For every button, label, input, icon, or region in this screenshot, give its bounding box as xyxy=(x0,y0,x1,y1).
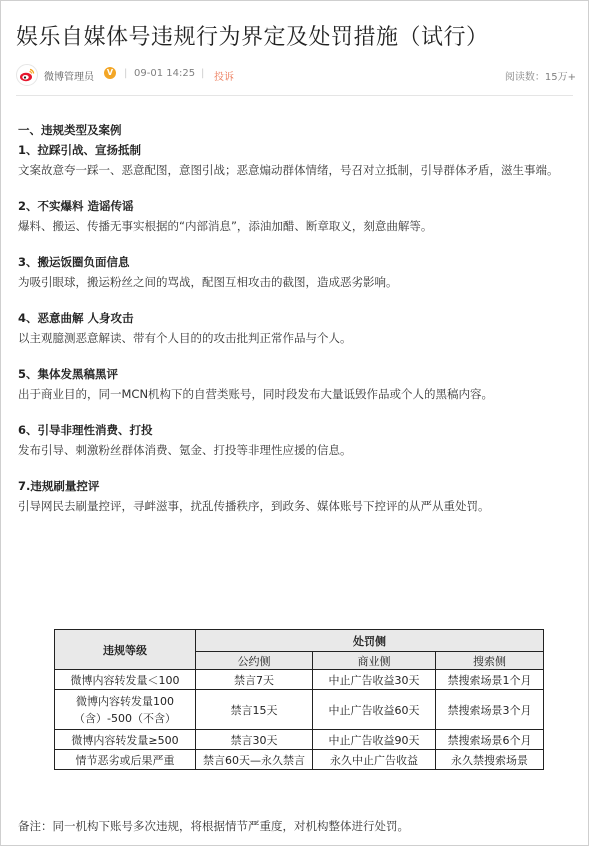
table-cell: 中止广告收益60天 xyxy=(313,690,436,730)
article-title: 娱乐自媒体号违规行为界定及处罚措施（试行） xyxy=(16,25,489,50)
penalty-header: 处罚侧 xyxy=(196,630,544,652)
section-heading: 4、恶意曲解 人身攻击 xyxy=(18,311,134,325)
level-cell: 微博内容转发量≥500 xyxy=(55,730,196,750)
article-meta xyxy=(16,64,576,84)
section-text: 为吸引眼球，搬运粉丝之间的骂战，配图互相攻击的截图，造成恶劣影响。 xyxy=(18,275,398,289)
section-heading: 3、搬运饭圈负面信息 xyxy=(18,255,130,269)
paragraph-gap xyxy=(18,460,574,476)
section-heading: 5、集体发黑稿黑评 xyxy=(18,367,119,381)
table-cell: 中止广告收益90天 xyxy=(313,730,436,750)
section-text: 文案故意夸一踩一、恶意配图，意图引战；恶意煽动群体情绪，号召对立抵制，引导群体矛盾，滋生事端。 xyxy=(18,163,559,177)
level-cell: 微博内容转发量＜100 xyxy=(55,670,196,690)
verified-badge-icon: V xyxy=(104,67,116,79)
sub-header: 搜索侧 xyxy=(436,652,544,670)
section-text: 出于商业目的，同一MCN机构下的自营类账号，同时段发布大量诋毁作品或个人的黑稿内容。 xyxy=(18,387,494,401)
paragraph-gap xyxy=(18,236,574,252)
article-body xyxy=(18,120,574,516)
table-cell: 禁言7天 xyxy=(196,670,313,690)
table-cell: 禁搜索场景6个月 xyxy=(436,730,544,750)
level-header: 违规等级 xyxy=(55,630,196,670)
table-cell: 永久中止广告收益 xyxy=(313,750,436,770)
table-row xyxy=(55,750,544,770)
section-heading: 一、违规类型及案例 xyxy=(18,123,122,137)
table-cell: 禁搜索场景1个月 xyxy=(436,670,544,690)
sub-header: 公约侧 xyxy=(196,652,313,670)
table-row xyxy=(55,730,544,750)
paragraph-gap xyxy=(18,404,574,420)
section-heading: 6、引导非理性消费、打投 xyxy=(18,423,153,437)
paragraph-gap xyxy=(18,180,574,196)
table-cell: 禁言60天—永久禁言 xyxy=(196,750,313,770)
section-heading: 2、不实爆料 造谣传谣 xyxy=(18,199,134,213)
section-text: 爆料、搬运、传播无事实根据的“内部消息”，添油加醋、断章取义，刻意曲解等。 xyxy=(18,219,433,233)
section-heading: 7.违规刷量控评 xyxy=(18,479,100,493)
table-row xyxy=(55,690,544,730)
weibo-logo-icon[interactable] xyxy=(16,64,38,86)
section-text: 发布引导、刺激粉丝群体消费、氪金、打投等非理性应援的信息。 xyxy=(18,443,352,457)
paragraph-gap xyxy=(18,292,574,308)
author-name[interactable]: 微博管理员 xyxy=(44,72,94,83)
section-heading: 1、拉踩引战、宣扬抵制 xyxy=(18,143,142,157)
meta-separator: | xyxy=(124,68,128,79)
meta-separator: | xyxy=(201,68,205,79)
level-cell: 情节恶劣或后果严重 xyxy=(55,750,196,770)
sub-header: 商业侧 xyxy=(313,652,436,670)
divider xyxy=(16,95,573,96)
table-cell: 中止广告收益30天 xyxy=(313,670,436,690)
table-row xyxy=(55,670,544,690)
table-cell: 永久禁搜索场景 xyxy=(436,750,544,770)
section-text: 引导网民去刷量控评，寻衅滋事，扰乱传播秩序，到政务、媒体账号下控评的从严从重处罚。 xyxy=(18,499,490,513)
table-cell: 禁言15天 xyxy=(196,690,313,730)
paragraph-gap xyxy=(18,348,574,364)
penalty-table xyxy=(54,629,544,770)
footnote: 备注：同一机构下账号多次违规，将根据情节严重度，对机构整体进行处罚。 xyxy=(18,819,409,833)
section-text: 以主观臆测恶意解读、带有个人目的的攻击批判正常作品与个人。 xyxy=(18,331,352,345)
level-cell: 微博内容转发量100（含）-500（不含） xyxy=(55,690,196,730)
table-cell: 禁搜索场景3个月 xyxy=(436,690,544,730)
table-cell: 禁言30天 xyxy=(196,730,313,750)
read-count: 阅读数：15万+ xyxy=(504,72,576,83)
publish-time: 09-01 14:25 xyxy=(134,68,196,79)
report-link[interactable]: 投诉 xyxy=(214,72,234,83)
